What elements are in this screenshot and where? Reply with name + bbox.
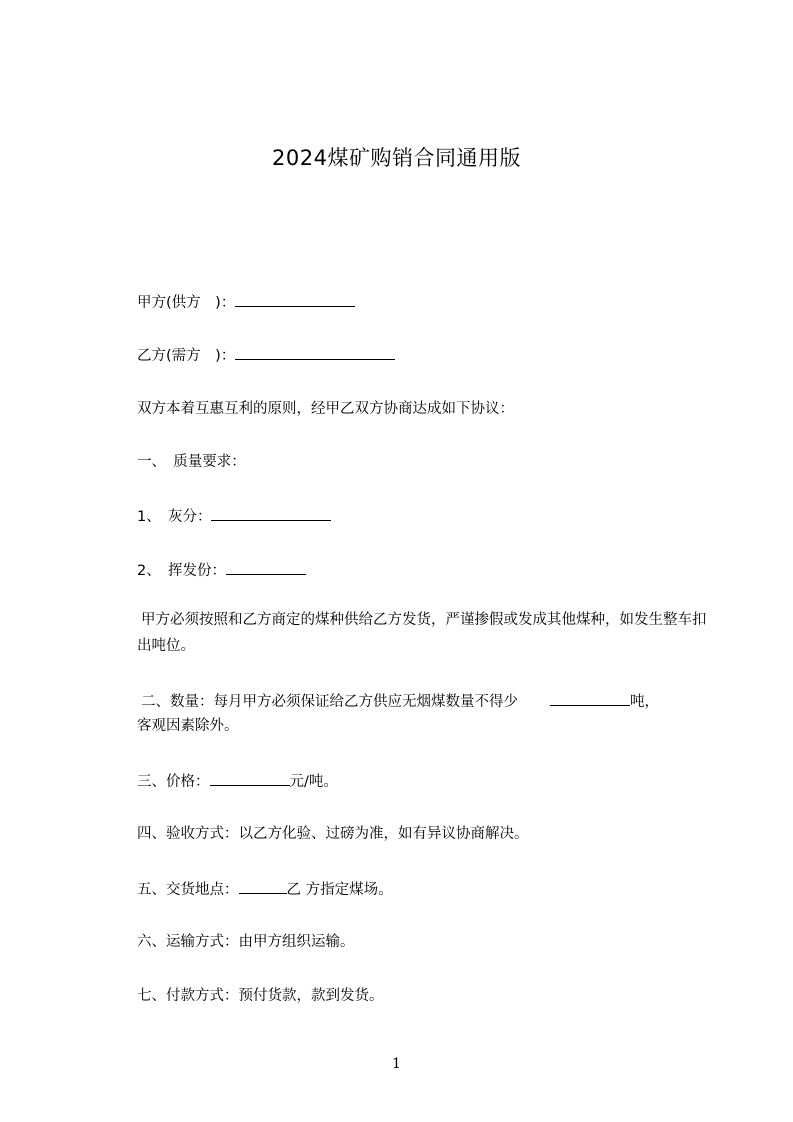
section3-line <box>137 771 338 791</box>
item2-line <box>137 560 306 580</box>
item2-blank <box>226 560 306 575</box>
section2-line1 <box>141 691 659 711</box>
section3-blank <box>210 771 290 786</box>
party-b-blank <box>235 345 395 360</box>
section2-line2: 客观因素除外。 <box>137 718 239 734</box>
section2-unit: 吨， <box>630 694 659 710</box>
item1-blank <box>211 506 331 521</box>
party-a-label: 甲方(供方 )： <box>137 295 236 311</box>
section6-line: 六、运输方式：由甲方组织运输。 <box>137 934 355 950</box>
item1-label: 1、 灰分： <box>137 509 212 525</box>
section3-unit: 元/吨。 <box>289 774 338 790</box>
item2-label: 2、 挥发份： <box>137 563 226 579</box>
section5-line <box>137 879 393 899</box>
section5-blank <box>239 879 287 894</box>
section2-blank <box>550 691 630 706</box>
party-a-line <box>137 292 355 312</box>
section3-prefix: 三、价格： <box>137 774 210 790</box>
section5-suffix: 乙 方指定煤场。 <box>286 882 393 898</box>
item1-line <box>137 506 331 526</box>
party-a-blank <box>235 292 355 307</box>
section4-line: 四、验收方式：以乙方化验、过磅为准，如有异议协商解决。 <box>137 826 529 842</box>
section5-prefix: 五、交货地点： <box>137 882 239 898</box>
document-title: 2024煤矿购销合同通用版 <box>272 146 521 170</box>
section7-line: 七、付款方式：预付货款，款到发货。 <box>137 988 384 1004</box>
quality-note: 甲方必须按照和乙方商定的煤种供给乙方发货，严谨掺假或发成其他煤种，如发生整车扣出吨位。 <box>137 612 707 654</box>
page-number: 1 <box>392 1056 401 1072</box>
section2-prefix: 二、数量：每月甲方必须保证给乙方供应无烟煤数量不得少 <box>141 694 518 710</box>
party-b-label: 乙方(需方 )： <box>137 348 236 364</box>
intro-text: 双方本着互惠互利的原则，经甲乙双方协商达成如下协议： <box>137 401 514 417</box>
party-b-line <box>137 345 395 365</box>
section1-title: 一、 质量要求： <box>137 454 246 470</box>
